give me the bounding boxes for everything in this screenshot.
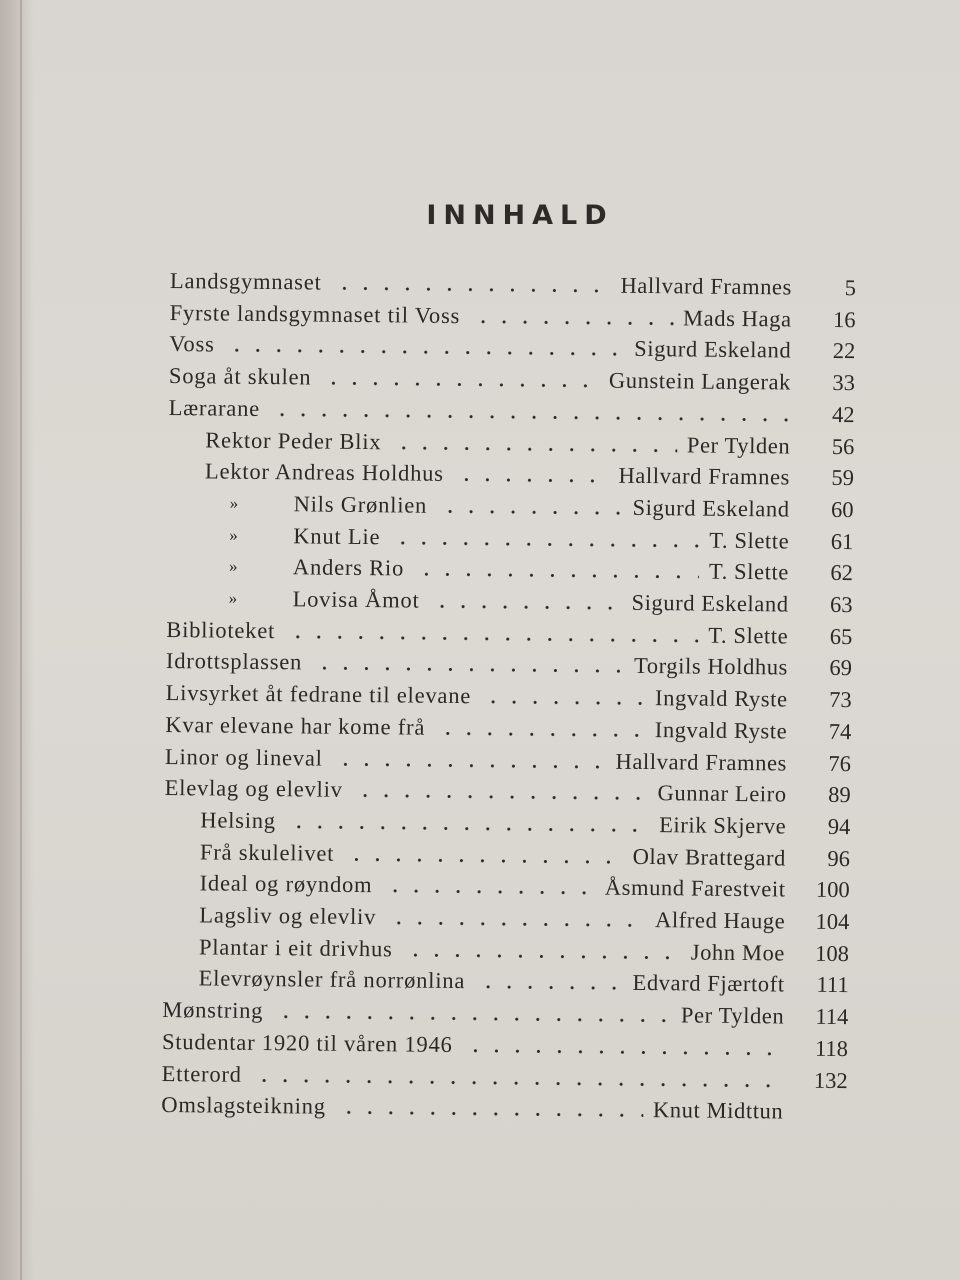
entry-title: Lovisa Åmot bbox=[292, 586, 420, 613]
dot-leader bbox=[335, 762, 606, 768]
entry-author: Sigurd Eskeland bbox=[631, 589, 789, 617]
entry-author: Alfred Hauge bbox=[654, 907, 786, 934]
entry-author: Ingvald Ryste bbox=[654, 716, 788, 744]
contents-heading: INNHALD bbox=[426, 200, 614, 231]
dot-leader bbox=[287, 635, 698, 642]
entry-author: Gunnar Leiro bbox=[657, 780, 787, 807]
entry-page-number: 59 bbox=[831, 465, 855, 491]
entry-page-number: 111 bbox=[816, 972, 849, 998]
entry-title: Nils Grønlien bbox=[293, 491, 428, 518]
entry-page-number: 104 bbox=[815, 908, 850, 935]
ditto-mark: » bbox=[229, 525, 238, 545]
entry-title: Helsing bbox=[200, 807, 277, 834]
toc-entry bbox=[161, 1090, 851, 1127]
entry-page-number: 69 bbox=[829, 655, 853, 681]
toc-entry bbox=[168, 456, 858, 493]
toc-entry bbox=[164, 837, 854, 874]
entry-page-number: 108 bbox=[815, 940, 850, 966]
ditto-mark: » bbox=[228, 588, 238, 608]
entry-title: Soga åt skulen bbox=[168, 363, 312, 390]
entry-page-number: 114 bbox=[815, 1003, 849, 1030]
entry-title: Lagsliv og elevliv bbox=[199, 902, 377, 930]
entry-author: Åsmund Farestveit bbox=[604, 874, 786, 902]
entry-title: Linor og lineval bbox=[164, 743, 323, 771]
entry-page-number: 73 bbox=[829, 687, 852, 713]
dot-leader bbox=[478, 986, 623, 991]
toc-entry bbox=[162, 1027, 852, 1064]
toc-entry bbox=[167, 551, 857, 588]
entry-title: Ideal og røyndom bbox=[199, 870, 373, 898]
entry-title: Mønstring bbox=[162, 997, 264, 1024]
entry-title: Frå skulelivet bbox=[199, 838, 335, 866]
entry-title: Kvar elevane har kome frå bbox=[165, 711, 426, 740]
entry-title: Lærarane bbox=[168, 394, 261, 421]
entry-author: T. Slette bbox=[708, 622, 789, 649]
entry-title: Idrottsplassen bbox=[165, 648, 303, 675]
toc-entry bbox=[164, 868, 854, 905]
toc-entry bbox=[170, 266, 860, 303]
entry-page-number: 74 bbox=[828, 718, 852, 744]
toc-entry bbox=[164, 805, 854, 842]
dot-leader bbox=[416, 573, 699, 579]
entry-title: Elevrøynsler frå norrønlina bbox=[198, 965, 466, 994]
dot-leader bbox=[334, 287, 611, 293]
dot-leader bbox=[254, 1078, 784, 1087]
entry-page-number: 33 bbox=[832, 370, 856, 396]
toc-entry bbox=[165, 741, 855, 778]
ditto-mark: » bbox=[228, 556, 238, 577]
toc-entry bbox=[167, 520, 857, 557]
entry-title: Etterord bbox=[161, 1060, 242, 1087]
dot-leader bbox=[392, 541, 699, 547]
dot-leader bbox=[473, 320, 674, 325]
toc-entry bbox=[165, 773, 855, 810]
entry-page-number: 118 bbox=[814, 1035, 849, 1061]
dot-leader bbox=[388, 921, 645, 927]
dot-leader bbox=[405, 953, 681, 959]
entry-author: Sigurd Eskeland bbox=[634, 336, 792, 363]
entry-page-number: 65 bbox=[829, 623, 853, 649]
dot-leader bbox=[456, 478, 609, 483]
entry-author: Ingvald Ryste bbox=[655, 685, 788, 712]
entry-page-number: 16 bbox=[832, 306, 856, 332]
toc-entry bbox=[163, 932, 853, 969]
entry-title: Landsgymnaset bbox=[169, 268, 322, 295]
entry-author: Hallvard Framnes bbox=[615, 748, 788, 775]
toc-entry bbox=[166, 646, 856, 683]
toc-entry bbox=[165, 710, 855, 747]
entry-title: Knut Lie bbox=[293, 522, 381, 549]
entry-title: Lektor Andreas Holdhus bbox=[204, 458, 444, 487]
entry-author: Torgils Holdhus bbox=[633, 653, 789, 680]
entry-author: T. Slette bbox=[708, 558, 790, 585]
entry-page-number bbox=[793, 1097, 847, 1098]
entry-page-number: 63 bbox=[830, 591, 853, 618]
entry-page-number: 132 bbox=[813, 1067, 848, 1093]
toc-entry bbox=[169, 329, 859, 366]
entry-author: Gunstein Langerak bbox=[608, 367, 792, 395]
entry-title: Livsyrket åt fedrane til elevane bbox=[165, 680, 472, 709]
toc-entry bbox=[169, 393, 859, 430]
entry-page-number: 62 bbox=[830, 560, 854, 586]
dot-leader bbox=[314, 667, 624, 673]
dot-leader bbox=[338, 1111, 643, 1117]
entry-page-number: 42 bbox=[831, 401, 855, 427]
entry-title: Studentar 1920 til våren 1946 bbox=[161, 1028, 453, 1057]
dot-leader bbox=[226, 349, 624, 356]
entry-author: Per Tylden bbox=[686, 431, 791, 459]
entry-page-number: 100 bbox=[815, 877, 850, 903]
ditto-mark: » bbox=[229, 493, 239, 513]
entry-page-number: 5 bbox=[844, 275, 857, 301]
toc-entry bbox=[163, 900, 853, 937]
entry-author: Sigurd Eskeland bbox=[632, 494, 790, 522]
entry-page-number: 56 bbox=[831, 433, 855, 459]
entry-page-number: 76 bbox=[828, 750, 852, 776]
toc-entry bbox=[168, 488, 858, 525]
dot-leader bbox=[440, 510, 623, 515]
dot-leader bbox=[465, 1049, 784, 1055]
dot-leader bbox=[393, 446, 677, 452]
toc-entry bbox=[162, 1058, 852, 1095]
dot-leader bbox=[432, 605, 622, 610]
entry-title: Omslagsteikning bbox=[161, 1092, 326, 1119]
dot-leader bbox=[355, 794, 648, 800]
entry-author: Hallvard Framnes bbox=[618, 462, 791, 490]
toc-entry bbox=[162, 995, 852, 1032]
entry-page-number: 94 bbox=[827, 813, 851, 840]
entry-title: Fyrste landsgymnaset til Voss bbox=[169, 299, 461, 328]
dot-leader bbox=[346, 857, 623, 863]
entry-page-number: 60 bbox=[831, 496, 854, 523]
dot-leader bbox=[275, 1015, 671, 1022]
entry-author: Eirik Skjerve bbox=[659, 812, 787, 839]
toc-entry bbox=[163, 963, 853, 1000]
dot-leader bbox=[483, 700, 645, 705]
entry-title: Biblioteket bbox=[166, 616, 276, 643]
entry-author: Per Tylden bbox=[680, 1002, 785, 1029]
toc-entry bbox=[170, 298, 860, 335]
entry-page-number: 89 bbox=[828, 782, 851, 808]
entry-author: Knut Midttun bbox=[652, 1097, 784, 1124]
entry-title: Plantar i eit drivhus bbox=[198, 934, 393, 962]
dot-leader bbox=[323, 382, 599, 388]
entry-author: Mads Haga bbox=[683, 305, 792, 332]
entry-page-number: 22 bbox=[832, 338, 856, 364]
toc-entry bbox=[166, 678, 856, 715]
toc-entry bbox=[166, 615, 856, 652]
entry-author: Edvard Fjærtoft bbox=[632, 970, 785, 997]
entry-title: Voss bbox=[169, 331, 215, 357]
entry-author: Hallvard Framnes bbox=[620, 272, 793, 300]
entry-author: Olav Brattegard bbox=[632, 843, 787, 871]
dot-leader bbox=[385, 890, 595, 895]
entry-author: John Moe bbox=[690, 939, 786, 966]
entry-page-number: 96 bbox=[827, 845, 851, 871]
dot-leader bbox=[437, 732, 644, 737]
entry-page-number: 61 bbox=[830, 528, 854, 554]
toc-entry bbox=[167, 583, 857, 620]
dot-leader bbox=[272, 413, 791, 421]
entry-title: Elevlag og elevliv bbox=[164, 775, 343, 803]
entry-author: T. Slette bbox=[709, 527, 790, 554]
entry-title: Anders Rio bbox=[292, 554, 405, 581]
toc-entry bbox=[169, 361, 859, 398]
entry-title: Rektor Peder Blix bbox=[205, 426, 382, 454]
dot-leader bbox=[288, 825, 649, 832]
toc-entry bbox=[168, 424, 858, 461]
